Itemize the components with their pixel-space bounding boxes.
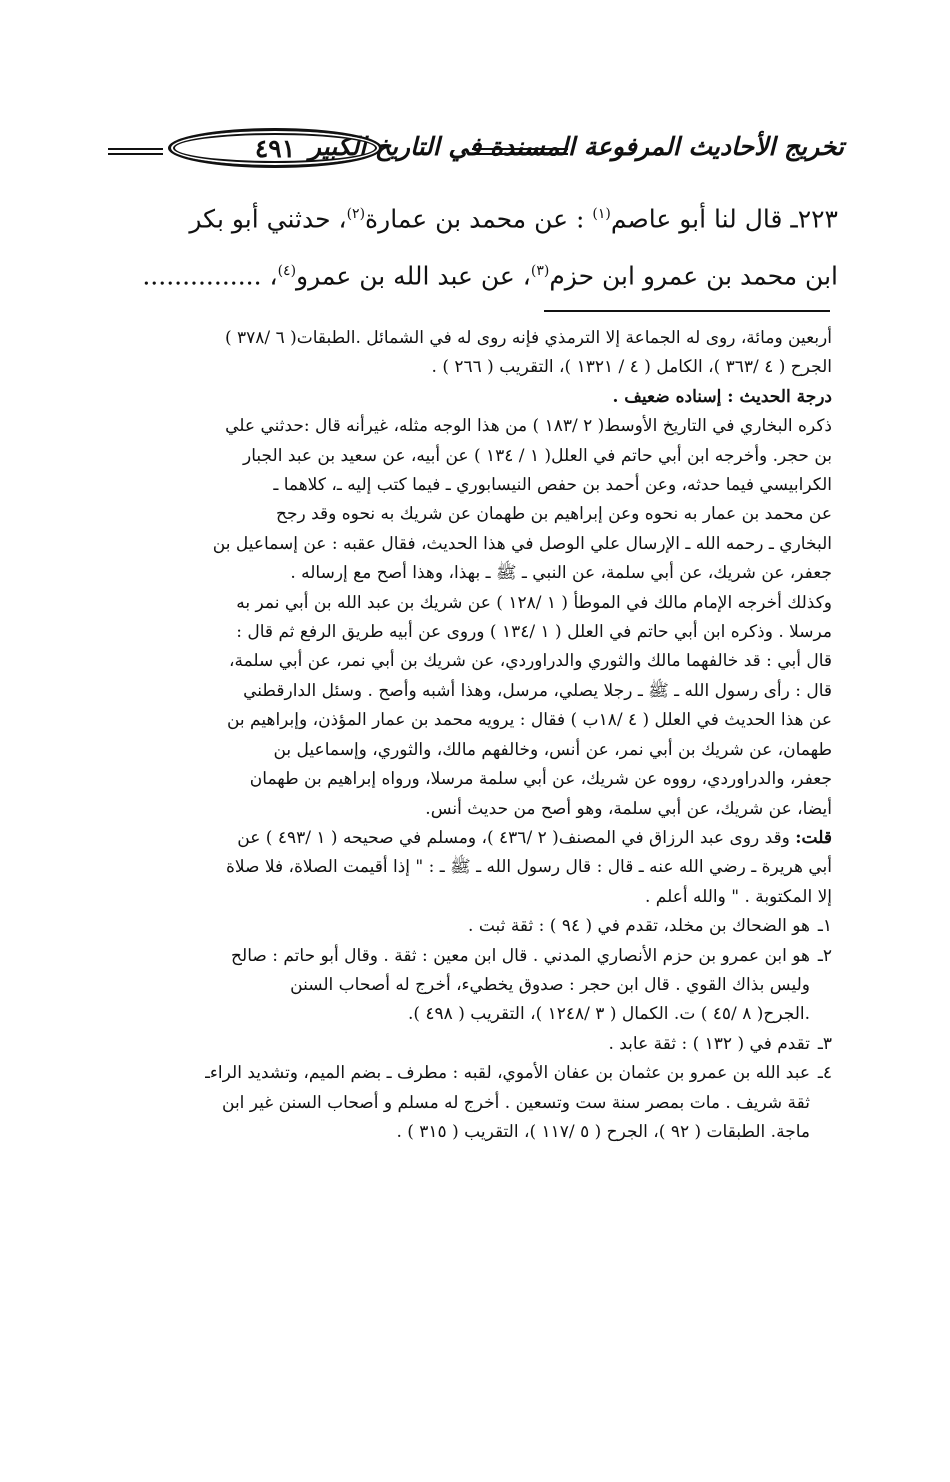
qultu-line-1 (104, 824, 832, 853)
footnote-body (608, 1030, 810, 1059)
footnote-number: ١ـ (817, 916, 832, 937)
page-number: ٤٩١ (254, 133, 296, 163)
page-header (108, 128, 844, 172)
footnote-body (205, 1059, 810, 1147)
hadith-grade: درجة الحديث : إسناده ضعيف . (612, 386, 832, 407)
qultu-text: وقد روى عبد الرزاق في المصنف( ٢ /٤٣٦ )، ومسلم في صحيحه ( ١ /٤٩٣ ) عن (237, 827, 796, 848)
notes-line: مرسلا . وذكره ابن أبي حاتم في العلل ( ١ /١٣٤ ) وروى عن أبيه طريق الرفع ثم قال : (236, 622, 832, 643)
footnote-line: تقدم في ( ١٣٢ ) : ثقة عابد . (608, 1033, 810, 1054)
footnote-ref-4: (٤) (277, 263, 297, 280)
book-title: تخريج الأحاديث المرفوعة المسندة في التاريخ الكبير (308, 132, 844, 161)
footnote-1 (104, 912, 832, 941)
footnote-line: ثقة شريف . مات بمصر سنة ست وتسعين . أخرج له مسلم و أصحاب السنن غير ابن (222, 1092, 810, 1113)
footnote-separator (544, 310, 830, 312)
notes-line: طهمان، عن شريك بن أبي نمر، عن أنس، وخالفهم مالك، والثوري، وإسماعيل بن (273, 739, 832, 760)
hadith-text (118, 188, 838, 303)
notes-line: بن حجر. وأخرجه ابن أبي حاتم في العلل( ١ / ١٣٤ ) عن أبيه، عن سعيد بن عبد الجبار (243, 445, 832, 466)
hadith-line-1 (118, 188, 838, 245)
notes-line: عن محمد بن عمار به نحوه وعن إبراهيم بن طهمان عن شريك به نحوه وقد رجح (276, 504, 832, 525)
footnote-body (231, 942, 810, 1030)
notes-line: ذكره البخاري في التاريخ الأوسط( ٢ /١٨٣ ) من هذا الوجه مثله، غيرأنه قال :حدثني علي (225, 416, 832, 437)
hadith-line-2 (118, 245, 838, 302)
footnotes-section (104, 324, 832, 1147)
footnote-line: ماجة. الطبقات ( ٩٢ )، الجرح ( ٥ /١١٧ )، التقريب ( ٣١٥ ) . (396, 1121, 810, 1142)
footnote-line: هو ابن عمرو بن حزم الأنصاري المدني . قال ابن معين : ثقة . وقال أبو حاتم : صالح (231, 945, 810, 966)
header-rule-right (472, 148, 568, 155)
qultu-line-3: إلا المكتوبة . " والله أعلم . (644, 886, 832, 907)
notes-line: قال أبي : قد خالفهما مالك والثوري والدراوردي، عن شريك بن أبي نمر، عن أبي سلمة، (228, 651, 832, 672)
footnote-line: هو الضحاك بن مخلد، تقدم في ( ٩٤ ) : ثقة ثبت . (468, 916, 810, 937)
hadith-text-segment: : عن محمد بن عمارة (365, 204, 593, 234)
hadith-text-segment: ابن محمد بن عمرو ابن حزم (549, 261, 838, 291)
hadith-text-segment: ، ............... (142, 261, 278, 291)
footnote-ref-3: (٣) (530, 263, 550, 280)
hadith-text-segment: ، حدثني أبو بكر (189, 204, 347, 234)
footnote-4 (104, 1059, 832, 1147)
notes-line: قال : رأى رسول الله ـ ﷺ ـ رجلا يصلي، مرسل، وهذا أشبه وأصح . وسئل الدارقطني (243, 680, 832, 701)
footnote-ref-1: (١) (592, 206, 611, 222)
notes-line: جعفر، والدراوردي، رووه عن شريك، عن أبي سلمة مرسلا، ورواه إبراهيم بن طهمان (249, 769, 832, 790)
footnote-3 (104, 1030, 832, 1059)
footnote-body (468, 912, 810, 941)
qultu-line-2: أبي هريرة ـ رضي الله عنه ـ قال : قال رسول الله ـ ﷺ ـ : " إذا أقيمت الصلاة، فلا صلاة (225, 857, 832, 878)
header-rule-left (108, 148, 163, 155)
qultu-label: قلت: (795, 827, 832, 848)
footnote-line: .الجرح( ٨ /٤٥ ) ت. الكمال ( ٣ /١٢٤٨ )، التقريب ( ٤٩٨ ). (407, 1004, 810, 1025)
footnote-ref-2: (٢) (346, 206, 366, 222)
hadith-text-segment: ، عن عبد الله بن عمرو (296, 261, 531, 291)
notes-line: البخاري ـ رحمه الله ـ الإرسال علي الوصل في هذا الحديث، فقال عقبه : عن إسماعيل بن (212, 533, 832, 554)
notes-line: أيضا، عن شريك، عن أبي سلمة، وهو أصح من حديث أنس. (425, 798, 832, 819)
footnote-line: وليس بذاك القوي . قال ابن حجر : صدوق يخطيء، أخرج له أصحاب السنن (290, 974, 810, 995)
notes-line: الجرح ( ٤ /٣٦٣ )، الكامل ( ٤ / ١٣٢١ )، التقريب ( ٢٦٦ ) . (431, 357, 832, 378)
hadith-text-segment: ٢٢٣ـ قال لنا أبو عاصم (610, 204, 838, 234)
footnote-number: ٢ـ (817, 945, 832, 966)
footnote-line: عبد الله بن عمرو بن عثمان بن عفان الأموي، لقبه : مطرف ـ بضم الميم، وتشديد الراءـ (204, 1063, 810, 1084)
footnote-number: ٤ـ (817, 1063, 832, 1084)
notes-line: جعفر، عن شريك، عن أبي سلمة، عن النبي ـ ﷺ ـ بهذا، وهذا أصح مع إرساله . (290, 563, 832, 584)
page-number-oval (168, 128, 382, 168)
footnote-2 (104, 942, 832, 1030)
notes-line: الكرابيسي فيما حدثه، وعن أحمد بن حفص النيسابوري ـ فيما كتب إليه ـ، كلاهما ـ (273, 475, 832, 496)
footnote-number: ٣ـ (817, 1033, 832, 1054)
notes-line: عن هذا الحديث في العلل ( ٤ /١٨ب ) فقال : يرويه محمد بن عمار المؤذن، وإبراهيم بن (226, 710, 832, 731)
notes-line: وكذلك أخرجه الإمام مالك في الموطأ ( ١ /١٢٨ ) عن شريك بن عبد الله بن أبي نمر به (236, 592, 832, 613)
notes-line: أربعين ومائة، روى له الجماعة إلا الترمذي فإنه روى له في الشمائل .الطبقات( ٦ /٣٧٨ ) (224, 328, 832, 348)
